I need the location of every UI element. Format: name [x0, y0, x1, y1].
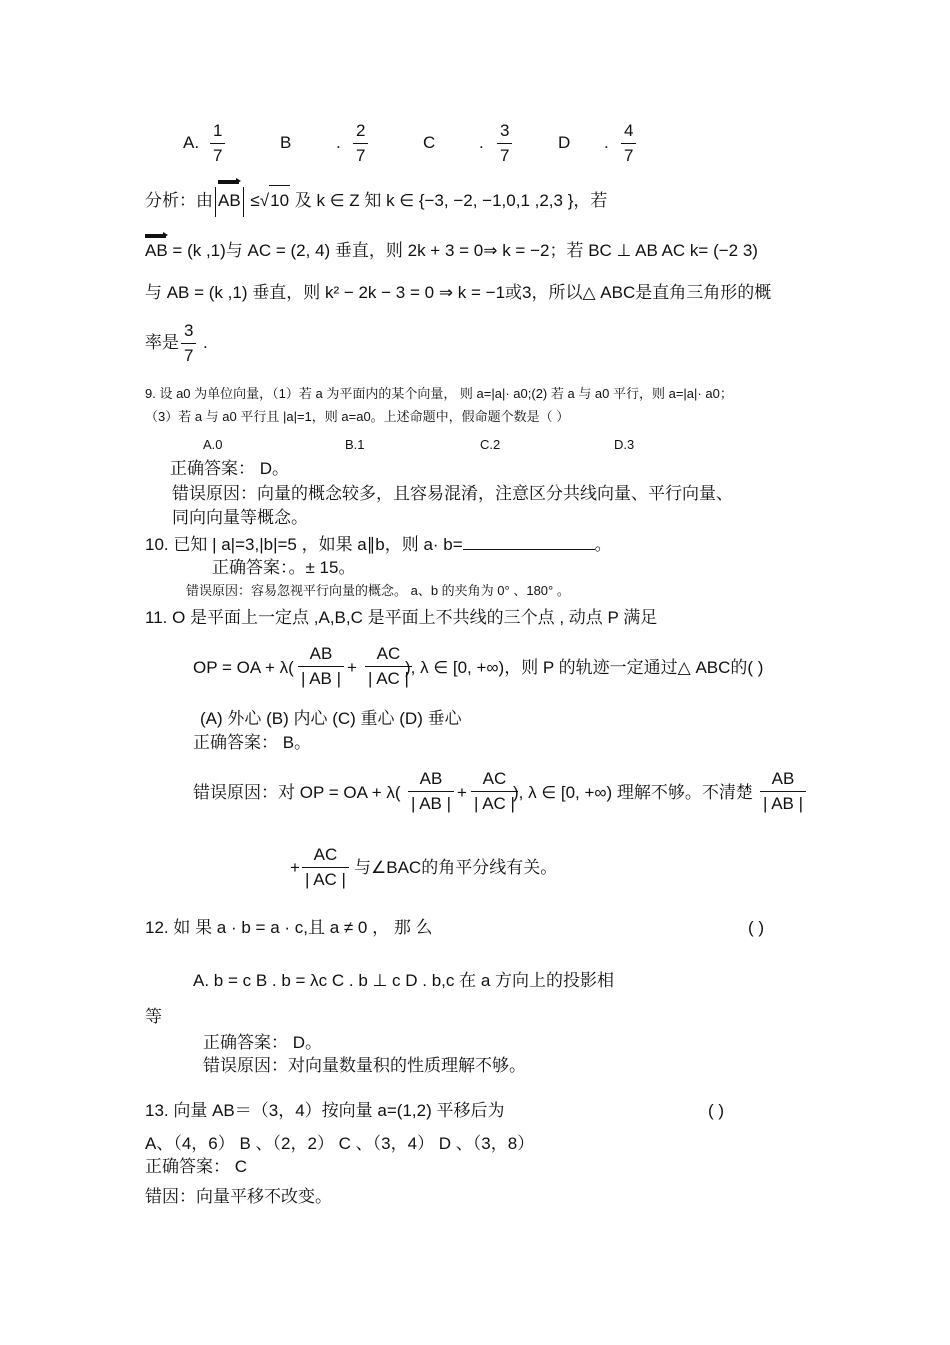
q8-option-c-dot: .	[479, 133, 484, 152]
q13-answer: 正确答案： C	[145, 1157, 247, 1176]
q8-option-b-dot: .	[336, 133, 341, 152]
q9-stem-line-1: 9. 设 a0 为单位向量，（1）若 a 为平面内的某个向量， 则 a=|a|· a0;(2) 若 a 与 a0 平行，则 a=|a|· a0；	[145, 386, 733, 401]
q8-analysis-period: .	[203, 333, 208, 352]
q8-option-c-fraction: 3 7	[497, 121, 512, 166]
q9-option-c: C.2	[480, 437, 501, 452]
q11-fraction-ab: AB | AB |	[298, 644, 344, 689]
q8-analysis-line-1: 分析：由 AB ≤√10 及 k ∈ Z 知 k ∈ {−3, −2, −1,0,1 ,2,3 }，若	[145, 185, 607, 217]
q8-analysis-line-3: 与 AB = (k ,1) 垂直，则 k² − 2k − 3 = 0 ⇒ k = −1或3，所以△ ABC是直角三角形的概	[145, 283, 772, 302]
q11-reason-fraction-ab-2: AB | AB |	[760, 769, 806, 814]
vector-ab-2: AB	[145, 241, 168, 260]
q11-reason-fraction-ac-2: AC | AC |	[302, 845, 349, 890]
q8-option-a-label: A.	[183, 133, 200, 152]
q9-option-b: B.1	[345, 437, 365, 452]
q9-option-d: D.3	[614, 437, 635, 452]
q12-options: A. b = c B . b = λc C . b ⊥ c D . b,c 在 a 方向上的投影相	[193, 971, 615, 990]
q8-analysis-line-2: AB = (k ,1)与 AC = (2, 4) 垂直，则 2k + 3 = 0⇒ k = −2；若 BC ⊥ AB AC k= (−2 3)	[145, 241, 758, 260]
vector-ab: AB	[218, 186, 241, 216]
q12-options-continued: 等	[145, 1007, 162, 1026]
q10-stem: 10. 已知 | a|=3,|b|=5 ，如果 a∥b，则 a· b= 。	[145, 535, 612, 554]
answer-blank	[463, 533, 595, 550]
q8-option-d-dot: .	[604, 133, 609, 152]
q12-reason: 错误原因：对向量数量积的性质理解不够。	[203, 1056, 526, 1075]
q9-reason-line-1: 错误原因：向量的概念较多，且容易混淆，注意区分共线向量、平行向量、	[172, 484, 733, 503]
q8-option-d-fraction: 4 7	[621, 121, 636, 166]
q8-option-b-label: B	[280, 133, 292, 152]
q11-stem: 11. O 是平面上一定点 ,A,B,C 是平面上不共线的三个点 , 动点 P 满足	[145, 608, 658, 627]
q9-option-a: A.0	[203, 437, 223, 452]
q8-option-c-label: C	[423, 133, 436, 152]
q12-answer-paren: ( )	[748, 918, 765, 937]
q8-option-d-label: D	[558, 133, 571, 152]
q12-answer: 正确答案： D。	[203, 1033, 322, 1052]
q8-option-b-fraction: 2 7	[353, 121, 368, 166]
q11-fraction-ac: AC | AC |	[365, 644, 412, 689]
sqrt-radicand: 10	[269, 185, 290, 216]
q10-answer: 正确答案：。± 15。	[212, 558, 356, 577]
q11-answer: 正确答案： B。	[193, 733, 312, 752]
q11-reason-fraction-ac: AC | AC |	[471, 769, 518, 814]
q9-reason-line-2: 同向向量等概念。	[172, 508, 308, 527]
q9-answer: 正确答案： D。	[170, 459, 289, 478]
q8-analysis-line-4: 率是	[145, 333, 179, 352]
q13-stem: 13. 向量 AB＝（3，4）按向量 a=(1,2) 平移后为	[145, 1101, 505, 1120]
q13-reason: 错因：向量平移不改变。	[145, 1187, 332, 1206]
q8-probability-fraction: 3 7	[181, 321, 196, 366]
q13-options: A、（4，6） B 、（2，2） C 、（3，4） D 、（3，8）	[145, 1134, 535, 1153]
q9-stem-line-2: （3）若 a 与 a0 平行且 |a|=1，则 a=a0。上述命题中，假命题个数是（ ）	[145, 409, 570, 424]
q10-reason: 错误原因：容易忽视平行向量的概念。 a、b 的夹角为 0° 、180° 。	[186, 583, 570, 598]
q11-reason-fraction-ab: AB | AB |	[408, 769, 454, 814]
q12-stem: 12. 如 果 a · b = a · c,且 a ≠ 0 ， 那 么	[145, 918, 433, 937]
q8-option-a-fraction: 1 7	[210, 121, 225, 166]
q11-options: (A) 外心 (B) 内心 (C) 重心 (D) 垂心	[200, 709, 462, 728]
q13-answer-paren: ( )	[708, 1101, 725, 1120]
